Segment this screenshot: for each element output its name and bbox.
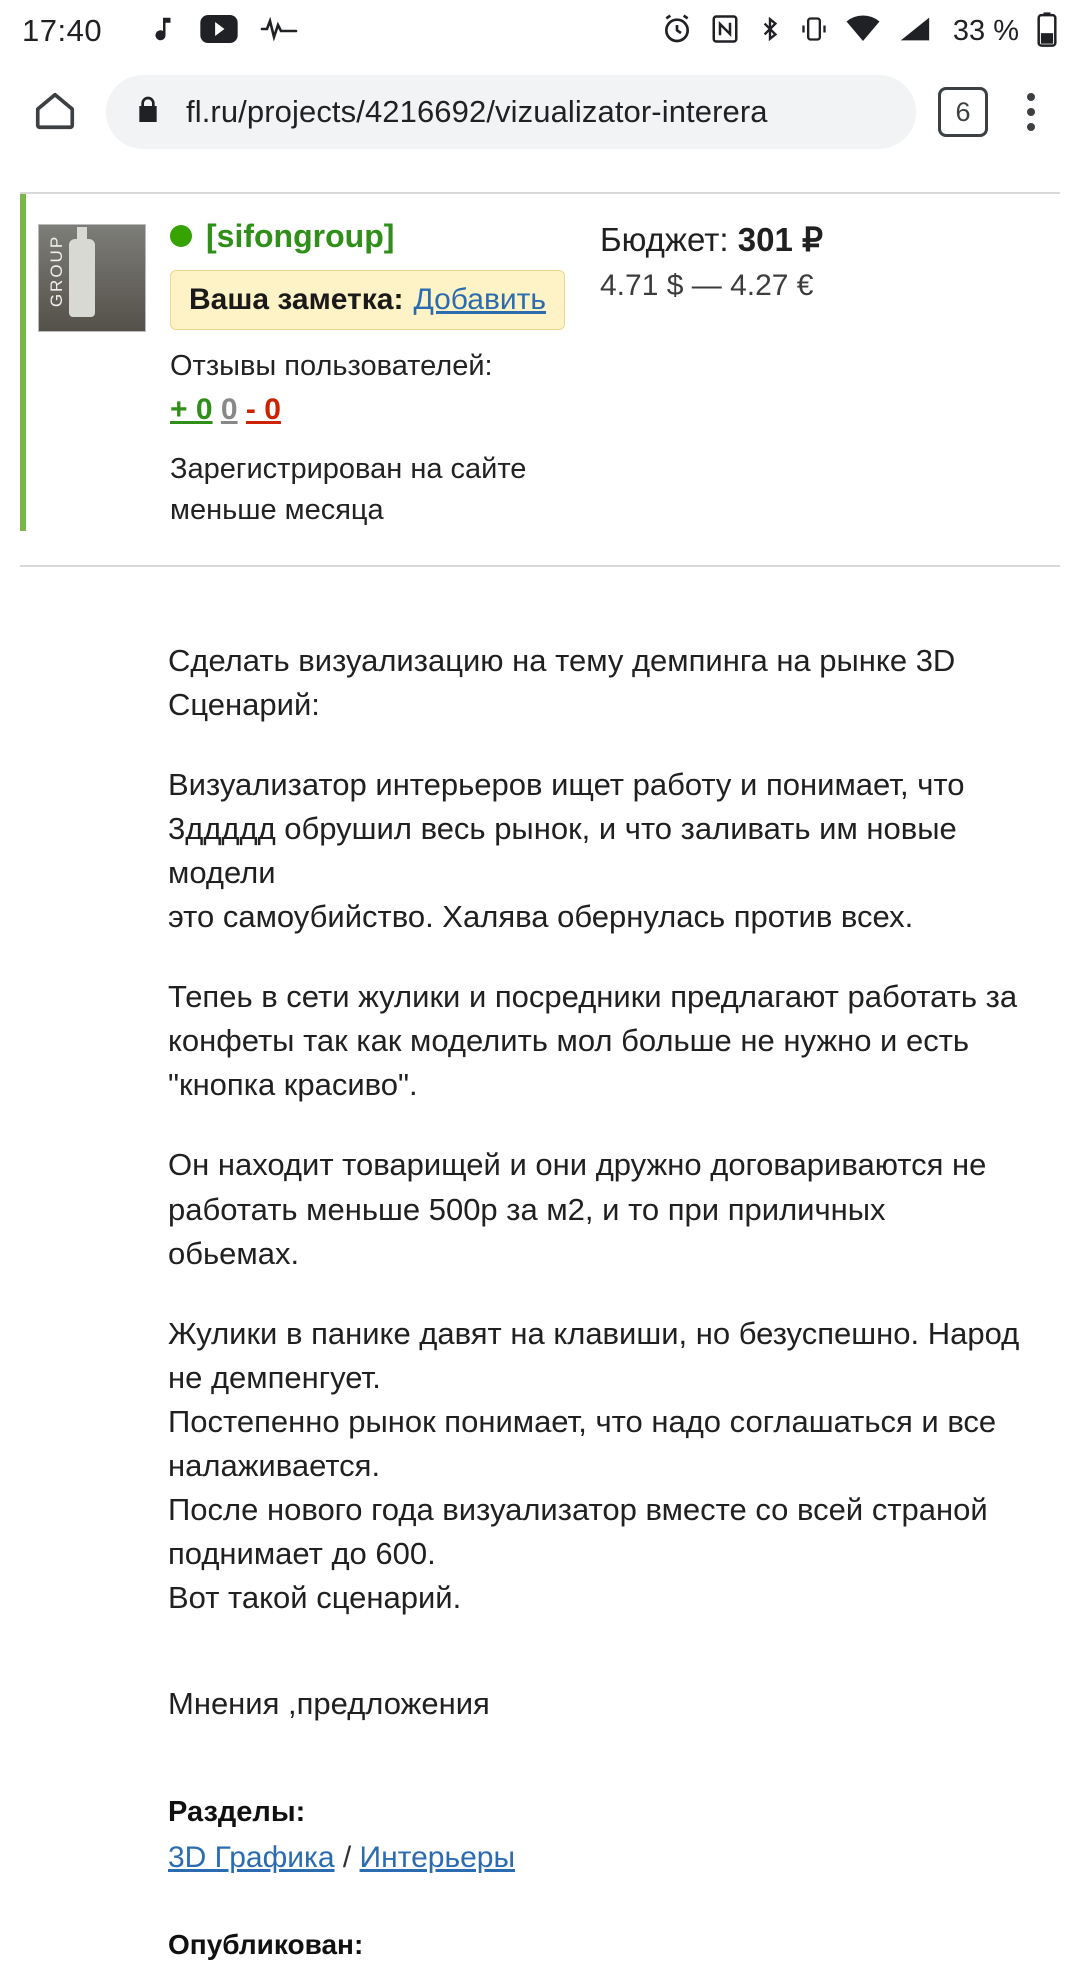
project-description [0, 567, 1080, 1619]
wifi-icon [845, 14, 881, 49]
status-clock: 17:40 [22, 13, 103, 48]
signal-icon [898, 14, 932, 49]
sections-links [168, 1841, 1024, 1875]
budget-alt-currencies: 4.71 $ — 4.27 € [600, 269, 814, 302]
description-line-8: Постепенно рынок понимает, что надо соглашаться и все налаживается. [168, 1403, 997, 1483]
published-title: Опубликован: [168, 1928, 364, 1960]
description-line-7: Жулики в панике давят на клавиши, но безуспешно. Народ не демпенгует. [168, 1315, 1020, 1395]
status-right-icons [661, 11, 1058, 52]
home-button[interactable] [18, 75, 92, 149]
youtube-icon [200, 15, 238, 48]
browser-toolbar [0, 62, 1080, 162]
tab-switcher-button[interactable]: 6 [938, 87, 988, 137]
overflow-menu-icon[interactable] [1000, 75, 1062, 149]
battery-percent: 33 % [952, 14, 1019, 47]
employer-card [0, 194, 1080, 531]
project-sections [0, 1796, 1080, 1961]
description-opinion-line: Мнения ,предложения [168, 1685, 490, 1721]
description-line-9: После нового года визуализатор вместе со всей страной поднимает до 600. [168, 1491, 988, 1571]
employer-name-link[interactable]: [sifongroup] [206, 217, 395, 254]
status-bar [0, 0, 1080, 62]
reviews-label: Отзывы пользователей: [170, 350, 493, 382]
section-link-3d-graphics[interactable]: 3D Графика [168, 1840, 335, 1874]
home-icon [32, 87, 78, 138]
employer-name-row [170, 216, 600, 256]
online-status-icon [170, 225, 192, 247]
lock-icon [132, 93, 164, 132]
description-line-6: Он находит товарищей и они дружно договариваются не работать меньше 500р за м2, и то при приличных обьемах. [168, 1147, 987, 1271]
avatar-label: GROUP [47, 234, 67, 308]
bluetooth-icon [757, 13, 783, 50]
description-line-4: это самоубийство. Халява обернулась против всех. [168, 899, 914, 935]
status-left-icons [148, 13, 298, 50]
reviews-neutral-link[interactable]: 0 [220, 393, 238, 426]
reviews-positive-link[interactable]: + 0 [170, 393, 213, 426]
description-line-3: Визуализатор интерьеров ищет работу и понимает, что 3ддддд обрушил весь рынок, и что заливать им новые модели [168, 767, 965, 891]
audio-wave-icon [260, 15, 298, 48]
reviews-counts [170, 393, 600, 427]
reviews-negative-link[interactable]: - 0 [245, 393, 281, 426]
employer-avatar[interactable] [38, 224, 146, 332]
budget-label: Бюджет: [600, 221, 729, 258]
nfc-icon [710, 13, 740, 50]
budget-row [600, 220, 1060, 259]
note-label: Ваша заметка: [189, 283, 404, 316]
budget-value: 301 ₽ [737, 221, 823, 258]
alarm-icon [661, 13, 693, 50]
music-note-icon [148, 13, 178, 50]
web-page-content [0, 162, 1080, 1960]
description-line-1: Сделать визуализацию на тему демпинга на рынке 3D [168, 643, 956, 679]
description-line-2: Сценарий: [168, 687, 320, 723]
add-note-link[interactable]: Добавить [413, 283, 547, 316]
url-text: fl.ru/projects/4216692/vizualizator-interera [186, 94, 768, 129]
description-line-5: Тепеь в сети жулики и посредники предлагают работать за конфеты так как моделить мол больше не нужно и есть "кнопка красиво". [168, 979, 1018, 1103]
sections-separator: / [334, 1840, 360, 1874]
section-link-interiors[interactable]: Интерьеры [359, 1840, 516, 1874]
battery-icon [1036, 11, 1058, 52]
clipped-top-row [0, 162, 1080, 192]
registration-info: Зарегистрирован на сайте меньше месяца [170, 453, 527, 527]
sections-title: Разделы: [168, 1795, 306, 1828]
address-bar[interactable] [106, 75, 916, 149]
user-note-box [170, 270, 565, 330]
description-line-10: Вот такой сценарий. [168, 1579, 462, 1615]
vibrate-icon [800, 13, 828, 50]
